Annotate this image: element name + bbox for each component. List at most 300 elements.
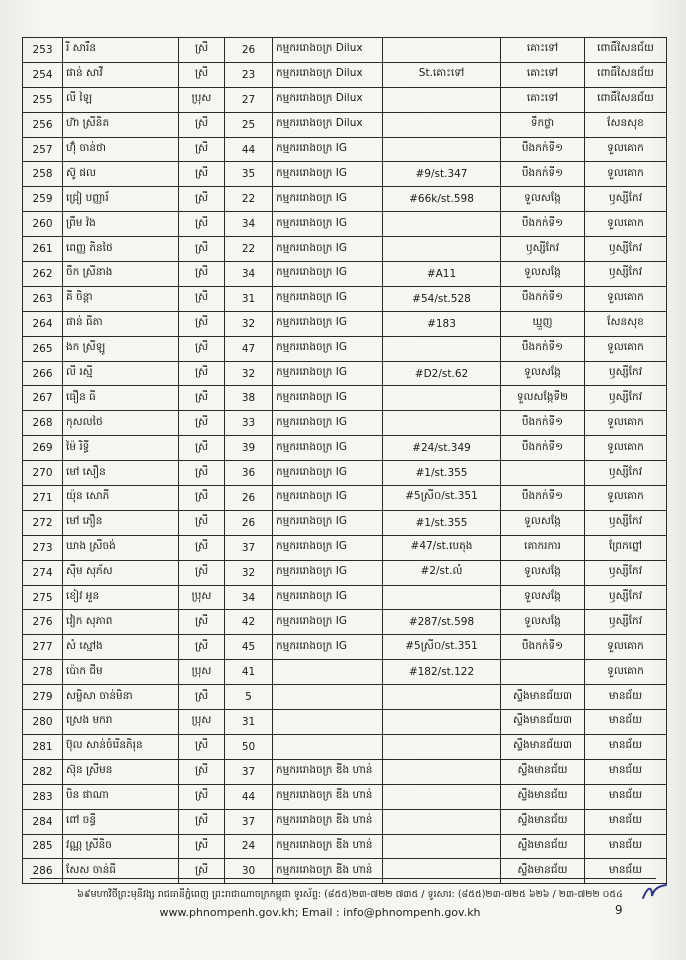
village-cell — [501, 461, 585, 486]
row-number: 262 — [23, 262, 63, 287]
age-cell: 24 — [225, 834, 273, 859]
table-row — [23, 610, 667, 635]
address-cell — [383, 809, 501, 834]
table-row — [23, 386, 667, 411]
name-cell: ម៉ៃ រិទ្ធី — [63, 436, 179, 461]
commune-cell: មានជ័យ — [585, 710, 667, 735]
row-number: 271 — [23, 486, 63, 511]
row-number: 286 — [23, 859, 63, 884]
address-cell: #66k/st.598 — [383, 187, 501, 212]
name-cell: សែស ចាន់ធី — [63, 859, 179, 884]
pen-mark-icon — [640, 882, 670, 904]
address-cell: #47/st.បេតុង — [383, 535, 501, 560]
name-cell: ស្រេង មករា — [63, 710, 179, 735]
name-cell: គី ចិន្តា — [63, 286, 179, 311]
commune-cell: ពោធិ៍សែនជ័យ — [585, 62, 667, 87]
sex-cell: ស្រី — [179, 461, 225, 486]
table-row — [23, 112, 667, 137]
address-cell — [383, 759, 501, 784]
row-number: 269 — [23, 436, 63, 461]
sex-cell: ស្រី — [179, 187, 225, 212]
village-cell: ទួលសង្កែ — [501, 585, 585, 610]
name-cell: រី សារឹន — [63, 38, 179, 63]
age-cell: 37 — [225, 809, 273, 834]
occupation-cell: កម្មកររោងចក្រ IG — [273, 610, 383, 635]
table-row — [23, 87, 667, 112]
address-cell — [383, 585, 501, 610]
name-cell: ជ្រៀ បញ្ញារ័ — [63, 187, 179, 212]
village-cell: ស្ទឹងមានជ័យ — [501, 784, 585, 809]
table-row — [23, 237, 667, 262]
table-row — [23, 535, 667, 560]
row-number: 260 — [23, 212, 63, 237]
name-cell: ងក ស្រីឡូ — [63, 336, 179, 361]
address-cell: #1/st.355 — [383, 510, 501, 535]
commune-cell: ពោធិ៍សែនជ័យ — [585, 38, 667, 63]
name-cell: ប៊ុល សាន់ចំរើនភិរុន — [63, 734, 179, 759]
name-cell: មៅ សឿន — [63, 461, 179, 486]
row-number: 256 — [23, 112, 63, 137]
commune-cell: ឫស្សីកែវ — [585, 386, 667, 411]
sex-cell: ស្រី — [179, 237, 225, 262]
address-cell: #182/st.122 — [383, 660, 501, 685]
name-cell: បិន ផាណា — [63, 784, 179, 809]
occupation-cell: កម្មកររោងចក្រ IG — [273, 635, 383, 660]
village-cell: គោះទៅ — [501, 87, 585, 112]
village-cell: បឹងកក់ទី១ — [501, 162, 585, 187]
sex-cell: ស្រី — [179, 834, 225, 859]
occupation-cell — [273, 660, 383, 685]
occupation-cell: កម្មកររោងចក្រ IG — [273, 461, 383, 486]
commune-cell: សែនសុខ — [585, 311, 667, 336]
row-number: 266 — [23, 361, 63, 386]
age-cell: 32 — [225, 361, 273, 386]
table-row — [23, 38, 667, 63]
village-cell: ស្ទឹងមានជ័យ — [501, 834, 585, 859]
name-cell: ផាន់ ធីតា — [63, 311, 179, 336]
table-row — [23, 436, 667, 461]
occupation-cell: កម្មកររោងចក្រ IG — [273, 411, 383, 436]
table-row — [23, 685, 667, 710]
commune-cell: ឫស្សីកែវ — [585, 585, 667, 610]
commune-cell: ឫស្សីកែវ — [585, 361, 667, 386]
table-row — [23, 461, 667, 486]
sex-cell: ស្រី — [179, 62, 225, 87]
age-cell: 44 — [225, 784, 273, 809]
occupation-cell: កម្មកររោងចក្រ IG — [273, 560, 383, 585]
sex-cell: ស្រី — [179, 535, 225, 560]
village-cell: បឹងកក់ទី១ — [501, 286, 585, 311]
row-number: 278 — [23, 660, 63, 685]
age-cell: 38 — [225, 386, 273, 411]
sex-cell: ស្រី — [179, 112, 225, 137]
table-row — [23, 710, 667, 735]
address-cell — [383, 137, 501, 162]
address-cell — [383, 212, 501, 237]
table-row — [23, 660, 667, 685]
row-number: 275 — [23, 585, 63, 610]
village-cell: បឹងកក់ទី១ — [501, 212, 585, 237]
name-cell: ពេញ្ញ ភិនថៃ — [63, 237, 179, 262]
village-cell: ស្ទឹងមានជ័យ៣ — [501, 710, 585, 735]
commune-cell: មានជ័យ — [585, 685, 667, 710]
address-cell: #5ស្រី០/st.351 — [383, 635, 501, 660]
age-cell: 26 — [225, 486, 273, 511]
sex-cell: ស្រី — [179, 734, 225, 759]
address-cell — [383, 87, 501, 112]
occupation-cell: កម្មកររោងចក្រ ឌីង ហាន់ — [273, 834, 383, 859]
address-cell — [383, 386, 501, 411]
address-cell: #A11 — [383, 262, 501, 287]
occupation-cell: កម្មកររោងចក្រ IG — [273, 286, 383, 311]
commune-cell: មានជ័យ — [585, 759, 667, 784]
sex-cell: ស្រី — [179, 510, 225, 535]
address-cell — [383, 38, 501, 63]
address-cell: #1/st.355 — [383, 461, 501, 486]
occupation-cell: កម្មកររោងចក្រ ឌីង ហាន់ — [273, 784, 383, 809]
age-cell: 47 — [225, 336, 273, 361]
name-cell: លី ឡៃ — [63, 87, 179, 112]
footer-contact: www.phnompenh.gov.kh; Email : info@phnompenh.gov.kh — [159, 906, 481, 919]
name-cell: សម្ផិសា ចាន់មិនា — [63, 685, 179, 710]
name-cell: ធឿន ធី — [63, 386, 179, 411]
village-cell: ទួលសង្កែ — [501, 610, 585, 635]
table-row — [23, 212, 667, 237]
commune-cell: ទួលគោក — [585, 212, 667, 237]
footer-divider — [30, 878, 656, 879]
occupation-cell — [273, 685, 383, 710]
age-cell: 34 — [225, 262, 273, 287]
age-cell: 30 — [225, 859, 273, 884]
village-cell — [501, 660, 585, 685]
sex-cell: ស្រី — [179, 486, 225, 511]
age-cell: 34 — [225, 585, 273, 610]
sex-cell: ស្រី — [179, 286, 225, 311]
address-cell — [383, 411, 501, 436]
occupation-cell: កម្មកររោងចក្រ ឌីង ហាន់ — [273, 759, 383, 784]
table-row — [23, 411, 667, 436]
table-row — [23, 635, 667, 660]
commune-cell: ឫស្សីកែវ — [585, 510, 667, 535]
table-row — [23, 286, 667, 311]
village-cell: ទួលសង្កែ — [501, 510, 585, 535]
sex-cell: ស្រី — [179, 162, 225, 187]
occupation-cell: កម្មកររោងចក្រ IG — [273, 262, 383, 287]
sex-cell: ស្រី — [179, 336, 225, 361]
name-cell: យ៉ុន សោភី — [63, 486, 179, 511]
sex-cell: ស្រី — [179, 759, 225, 784]
row-number: 282 — [23, 759, 63, 784]
age-cell: 27 — [225, 87, 273, 112]
address-cell: #2/st.លំ — [383, 560, 501, 585]
address-cell — [383, 112, 501, 137]
row-number: 270 — [23, 461, 63, 486]
commune-cell: ទួលគោក — [585, 411, 667, 436]
age-cell: 22 — [225, 237, 273, 262]
occupation-cell: កម្មកររោងចក្រ Dilux — [273, 112, 383, 137]
sex-cell: ស្រី — [179, 610, 225, 635]
sex-cell: ស្រី — [179, 560, 225, 585]
village-cell: ទួលសង្កែ — [501, 361, 585, 386]
row-number: 258 — [23, 162, 63, 187]
table-row — [23, 834, 667, 859]
address-cell: #287/st.598 — [383, 610, 501, 635]
sex-cell: ស្រី — [179, 311, 225, 336]
table-row — [23, 336, 667, 361]
name-cell: ស៊ឹម សុភ័ស — [63, 560, 179, 585]
name-cell: សំ ស្មៅង — [63, 635, 179, 660]
occupation-cell: កម្មកររោងចក្រ Dilux — [273, 62, 383, 87]
row-number: 283 — [23, 784, 63, 809]
commune-cell: ទួលគោក — [585, 635, 667, 660]
commune-cell: មានជ័យ — [585, 809, 667, 834]
age-cell: 34 — [225, 212, 273, 237]
name-cell: វណ្ណ ស្រីនិច — [63, 834, 179, 859]
sex-cell: ស្រី — [179, 784, 225, 809]
occupation-cell: កម្មកររោងចក្រ Dilux — [273, 38, 383, 63]
row-number: 284 — [23, 809, 63, 834]
name-cell: ហ៊ា ស្រីនិត — [63, 112, 179, 137]
row-number: 276 — [23, 610, 63, 635]
commune-cell: ឫស្សីកែវ — [585, 237, 667, 262]
sex-cell: ស្រី — [179, 635, 225, 660]
age-cell: 33 — [225, 411, 273, 436]
commune-cell: ឫស្សីកែវ — [585, 610, 667, 635]
row-number: 267 — [23, 386, 63, 411]
village-cell: គោករការ — [501, 535, 585, 560]
commune-cell: មានជ័យ — [585, 859, 667, 884]
sex-cell: ស្រី — [179, 386, 225, 411]
age-cell: 26 — [225, 510, 273, 535]
name-cell: វៀក សុភាព — [63, 610, 179, 635]
row-number: 255 — [23, 87, 63, 112]
name-cell: លី រស្មី — [63, 361, 179, 386]
name-cell: ស៊ូ ផល — [63, 162, 179, 187]
table-body — [23, 38, 667, 884]
age-cell: 42 — [225, 610, 273, 635]
sex-cell: ប្រុស — [179, 87, 225, 112]
commune-cell: ឫស្សីកែវ — [585, 461, 667, 486]
occupation-cell: កម្មកររោងចក្រ IG — [273, 486, 383, 511]
occupation-cell: កម្មកររោងចក្រ IG — [273, 137, 383, 162]
village-cell: បឹងកក់ទី១ — [501, 137, 585, 162]
table-row — [23, 759, 667, 784]
sex-cell: ប្រុស — [179, 585, 225, 610]
occupation-cell: កម្មកររោងចក្រ IG — [273, 162, 383, 187]
commune-cell: ទួលគោក — [585, 486, 667, 511]
sex-cell: ស្រី — [179, 212, 225, 237]
sex-cell: ស្រី — [179, 411, 225, 436]
table-row — [23, 162, 667, 187]
village-cell: ស្ទឹងមានជ័យ — [501, 809, 585, 834]
occupation-cell — [273, 710, 383, 735]
table-row — [23, 585, 667, 610]
commune-cell: ទួលគោក — [585, 286, 667, 311]
table-row — [23, 62, 667, 87]
village-cell: ស្ទឹងមានជ័យ — [501, 759, 585, 784]
age-cell: 39 — [225, 436, 273, 461]
commune-cell: ទួលគោក — [585, 336, 667, 361]
sex-cell: ស្រី — [179, 38, 225, 63]
name-cell: ខៀវ អួន — [63, 585, 179, 610]
table-row — [23, 510, 667, 535]
row-number: 253 — [23, 38, 63, 63]
village-cell: ស្ទឹងមានជ័យ៣ — [501, 734, 585, 759]
name-cell: ប៉ោក ជីម — [63, 660, 179, 685]
name-cell: មៅ ភឿន — [63, 510, 179, 535]
age-cell: 5 — [225, 685, 273, 710]
table-row — [23, 859, 667, 884]
commune-cell: ឫស្សីកែវ — [585, 560, 667, 585]
village-cell: ទួលសង្កែទី២ — [501, 386, 585, 411]
village-cell: បឹងកក់ទី១ — [501, 486, 585, 511]
age-cell: 22 — [225, 187, 273, 212]
commune-cell: មានជ័យ — [585, 734, 667, 759]
commune-cell: ព្រែកព្នៅ — [585, 535, 667, 560]
sex-cell: ស្រី — [179, 809, 225, 834]
village-cell: ឃ្មួញ — [501, 311, 585, 336]
address-cell — [383, 859, 501, 884]
sex-cell: ប្រុស — [179, 660, 225, 685]
sex-cell: ស្រី — [179, 436, 225, 461]
occupation-cell: កម្មកររោងចក្រ IG — [273, 585, 383, 610]
village-cell: ទួលសង្កែ — [501, 560, 585, 585]
age-cell: 26 — [225, 38, 273, 63]
village-cell: បឹងកក់ទី១ — [501, 635, 585, 660]
occupation-cell: កម្មកររោងចក្រ IG — [273, 336, 383, 361]
age-cell: 45 — [225, 635, 273, 660]
village-cell: ទួលសង្កែ — [501, 262, 585, 287]
age-cell: 37 — [225, 535, 273, 560]
sex-cell: ស្រី — [179, 361, 225, 386]
table-row — [23, 311, 667, 336]
row-number: 264 — [23, 311, 63, 336]
commune-cell: ទួលគោក — [585, 660, 667, 685]
patient-list-table — [22, 37, 667, 884]
sex-cell: ប្រុស — [179, 710, 225, 735]
name-cell: ផាន់ សាវី — [63, 62, 179, 87]
page-number: 9 — [615, 903, 623, 917]
name-cell: ពៅ ចន្ធី — [63, 809, 179, 834]
village-cell: បឹងកក់ទី១ — [501, 411, 585, 436]
age-cell: 37 — [225, 759, 273, 784]
age-cell: 31 — [225, 286, 273, 311]
occupation-cell: កម្មកររោងចក្រ IG — [273, 237, 383, 262]
address-cell: #54/st.528 — [383, 286, 501, 311]
row-number: 280 — [23, 710, 63, 735]
commune-cell: ឫស្សីកែវ — [585, 187, 667, 212]
name-cell: ចឹក ស្រីនាង — [63, 262, 179, 287]
table-row — [23, 486, 667, 511]
village-cell: ទួលសង្កែ — [501, 187, 585, 212]
occupation-cell: កម្មកររោងចក្រ IG — [273, 436, 383, 461]
occupation-cell: កម្មកររោងចក្រ ឌីង ហាន់ — [273, 809, 383, 834]
age-cell: 31 — [225, 710, 273, 735]
row-number: 254 — [23, 62, 63, 87]
address-cell — [383, 734, 501, 759]
commune-cell: មានជ័យ — [585, 784, 667, 809]
name-cell: ឃាង ស្រីចង់ — [63, 535, 179, 560]
age-cell: 32 — [225, 560, 273, 585]
village-cell: ស្ទឹងមានជ័យ៣ — [501, 685, 585, 710]
footer-address: ៦៩មហាវិថីព្រះមុនីវង្ស រាជធានីភ្នំពេញ ព្រះរាជាណាចក្រកម្ពុជា ទូរស័ព្ទ: (៨៥៥)២៣-៧២២ ៧៣៥ / ទូរសារ: (៨៥៥)២៣-៧២៥ ៦២៦ / ២៣-៧២២ ០៥៤ — [77, 889, 623, 900]
occupation-cell: កម្មកររោងចក្រ ឌីង ហាន់ — [273, 859, 383, 884]
table-row — [23, 137, 667, 162]
village-cell: ទឹកថ្លា — [501, 112, 585, 137]
row-number: 259 — [23, 187, 63, 212]
village-cell: គោះទៅ — [501, 38, 585, 63]
row-number: 273 — [23, 535, 63, 560]
commune-cell: សែនសុខ — [585, 112, 667, 137]
address-cell — [383, 685, 501, 710]
occupation-cell: កម្មកររោងចក្រ IG — [273, 212, 383, 237]
commune-cell: ពោធិ៍សែនជ័យ — [585, 87, 667, 112]
occupation-cell: កម្មកររោងចក្រ IG — [273, 311, 383, 336]
occupation-cell: កម្មកររោងចក្រ IG — [273, 361, 383, 386]
name-cell: ព្រឹម វ៉ង — [63, 212, 179, 237]
row-number: 272 — [23, 510, 63, 535]
row-number: 281 — [23, 734, 63, 759]
table-row — [23, 187, 667, 212]
row-number: 268 — [23, 411, 63, 436]
village-cell: ឫស្សីកែវ — [501, 237, 585, 262]
commune-cell: ឫស្សីកែវ — [585, 262, 667, 287]
sex-cell: ស្រី — [179, 262, 225, 287]
table-row — [23, 809, 667, 834]
age-cell: 50 — [225, 734, 273, 759]
village-cell: បឹងកក់ទី១ — [501, 336, 585, 361]
row-number: 265 — [23, 336, 63, 361]
age-cell: 35 — [225, 162, 273, 187]
row-number: 277 — [23, 635, 63, 660]
table-row — [23, 262, 667, 287]
row-number: 274 — [23, 560, 63, 585]
age-cell: 41 — [225, 660, 273, 685]
village-cell: បឹងកក់ទី១ — [501, 436, 585, 461]
table-row — [23, 734, 667, 759]
name-cell: ស៊ុន ស្រីមន — [63, 759, 179, 784]
occupation-cell: កម្មកររោងចក្រ IG — [273, 535, 383, 560]
address-cell — [383, 710, 501, 735]
age-cell: 23 — [225, 62, 273, 87]
table-row — [23, 361, 667, 386]
commune-cell: ទួលគោក — [585, 436, 667, 461]
village-cell: គោះទៅ — [501, 62, 585, 87]
row-number: 257 — [23, 137, 63, 162]
age-cell: 32 — [225, 311, 273, 336]
address-cell: #24/st.349 — [383, 436, 501, 461]
name-cell: កុសលថៃ — [63, 411, 179, 436]
name-cell: ហ៊ុំ ចាន់ថា — [63, 137, 179, 162]
address-cell: St.គោះទៅ — [383, 62, 501, 87]
row-number: 279 — [23, 685, 63, 710]
address-cell — [383, 237, 501, 262]
row-number: 261 — [23, 237, 63, 262]
table-row — [23, 560, 667, 585]
occupation-cell — [273, 734, 383, 759]
address-cell: #D2/st.62 — [383, 361, 501, 386]
address-cell: #5ស្រី០/st.351 — [383, 486, 501, 511]
age-cell: 36 — [225, 461, 273, 486]
table-row — [23, 784, 667, 809]
address-cell — [383, 834, 501, 859]
occupation-cell: កម្មកររោងចក្រ IG — [273, 510, 383, 535]
age-cell: 25 — [225, 112, 273, 137]
occupation-cell: កម្មកររោងចក្រ Dilux — [273, 87, 383, 112]
occupation-cell: កម្មកររោងចក្រ IG — [273, 187, 383, 212]
sex-cell: ស្រី — [179, 137, 225, 162]
address-cell: #9/st.347 — [383, 162, 501, 187]
